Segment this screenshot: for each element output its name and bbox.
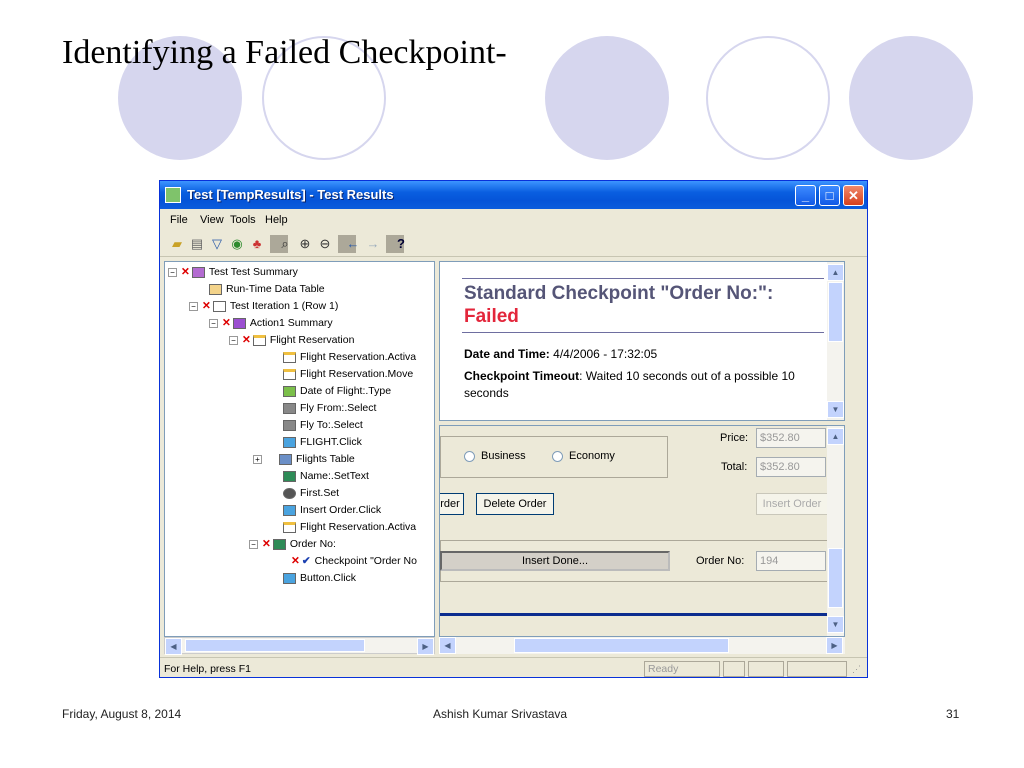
tree-item-label: Date of Flight:.Type: [300, 385, 392, 397]
button-icon: [283, 573, 296, 584]
decor-circle: [849, 36, 973, 160]
tree-item[interactable]: [283, 519, 416, 536]
edit-icon: [273, 539, 286, 550]
collapse-icon[interactable]: −: [229, 336, 238, 345]
tree-item-label: Test Test Summary: [208, 266, 298, 278]
scroll-up-icon[interactable]: ▲: [827, 428, 844, 445]
status-progress: Insert Done...: [440, 551, 670, 571]
scroll-right-icon[interactable]: ▶: [417, 638, 434, 655]
button-icon: [283, 437, 296, 448]
date-time-line: [464, 347, 657, 361]
date-label: Date and Time:: [464, 347, 550, 361]
open-icon[interactable]: ▰: [172, 236, 182, 251]
status-help-text: For Help, press F1: [164, 663, 251, 675]
tree-item-label: Insert Order.Click: [300, 504, 382, 516]
scroll-thumb[interactable]: [185, 639, 365, 652]
business-label: Business: [481, 450, 526, 462]
tree-item[interactable]: [283, 417, 363, 434]
timeout-label: Checkpoint Timeout: [464, 369, 580, 383]
price-field[interactable]: $352.80: [756, 428, 826, 448]
detail-vertical-scrollbar[interactable]: [827, 262, 844, 420]
status-cell: [787, 661, 847, 677]
statusbar: [160, 657, 867, 678]
business-radio[interactable]: [464, 450, 526, 462]
radio-icon: [283, 488, 296, 499]
scroll-right-icon[interactable]: ▶: [826, 637, 843, 654]
checkpoint-details-pane: [439, 261, 845, 421]
minimize-button[interactable]: _: [795, 185, 816, 206]
status-cell: [723, 661, 745, 677]
tree-item-label: Flight Reservation: [269, 334, 355, 346]
tree-item[interactable]: [283, 468, 369, 485]
tree-item-label: Checkpoint "Order No: [314, 555, 417, 567]
tree-item[interactable]: [209, 281, 325, 298]
decor-ring: [706, 36, 830, 160]
tree-item-label: Flights Table: [296, 453, 355, 465]
button-icon: [283, 505, 296, 516]
app-icon: [165, 187, 181, 203]
radio-icon: [552, 451, 563, 462]
tree-item[interactable]: [283, 570, 356, 587]
menu-file[interactable]: File: [170, 214, 188, 226]
print-icon[interactable]: ▤: [190, 236, 204, 251]
tree-item[interactable]: [209, 315, 333, 332]
scroll-left-icon[interactable]: ◀: [165, 638, 182, 655]
checkpoint-name: Standard Checkpoint "Order No:":: [464, 283, 774, 304]
menubar: [160, 209, 867, 231]
tree-item-label: Button.Click: [300, 572, 357, 584]
scroll-down-icon[interactable]: ▼: [827, 616, 844, 633]
tree-item[interactable]: [283, 434, 362, 451]
table-icon: [279, 454, 292, 465]
failed-x-icon: ✕: [262, 538, 271, 550]
window-icon: [253, 335, 266, 346]
slide-title: Identifying a Failed Checkpoint-: [62, 34, 507, 71]
page-number: 31: [946, 707, 960, 721]
close-button[interactable]: ✕: [843, 185, 864, 206]
tree-item[interactable]: [283, 366, 413, 383]
menu-help[interactable]: Help: [265, 214, 288, 226]
failed-x-icon: ✕: [202, 300, 211, 312]
scroll-left-icon[interactable]: ◀: [439, 637, 456, 654]
menu-tools[interactable]: Tools: [230, 214, 256, 226]
filter-icon[interactable]: ▽: [212, 236, 222, 251]
combobox-icon: [283, 403, 296, 414]
tree-item[interactable]: [283, 383, 391, 400]
tree-item-label: Fly To:.Select: [300, 419, 363, 431]
date-value: 4/4/2006 - 17:32:05: [549, 347, 658, 361]
tree-item-label: Test Iteration 1 (Row 1): [229, 300, 339, 312]
tree-item-label: Fly From:.Select: [300, 402, 377, 414]
status-cell: [748, 661, 784, 677]
decor-circle: [545, 36, 669, 160]
zoom-icon[interactable]: ⌕: [281, 236, 289, 251]
menu-view[interactable]: View: [200, 214, 224, 226]
partial-order-button[interactable]: rder: [439, 493, 464, 515]
tree-item-selected[interactable]: [291, 553, 417, 570]
divider: [462, 332, 824, 333]
tree-item-label: FLIGHT.Click: [300, 436, 362, 448]
checkpoint-status: Failed: [464, 306, 519, 327]
checkpoint-heading: [464, 282, 824, 328]
tree-item-label: Flight Reservation.Activa: [300, 351, 417, 363]
footer-date: Friday, August 8, 2014: [62, 707, 182, 721]
radio-icon: [464, 451, 475, 462]
object-icon: [283, 386, 296, 397]
summary-icon: [192, 267, 205, 278]
scroll-up-icon[interactable]: ▲: [827, 264, 844, 281]
tree-item[interactable]: [283, 400, 376, 417]
order-no-label: Order No:: [696, 555, 745, 567]
window-icon: [283, 522, 296, 533]
footer-author: Ashish Kumar Srivastava: [433, 707, 568, 721]
forward-arrow-icon[interactable]: →: [366, 236, 380, 251]
iteration-icon: [213, 301, 226, 312]
tree-item-label: Order No:: [289, 538, 336, 550]
tree-item[interactable]: [229, 332, 354, 349]
back-arrow-icon[interactable]: ←: [346, 236, 360, 251]
order-no-field[interactable]: 194: [756, 551, 826, 571]
tree-item[interactable]: [168, 264, 298, 281]
delete-order-button[interactable]: Delete Order: [476, 493, 554, 515]
resize-grip-icon[interactable]: ⋰: [852, 664, 861, 674]
price-label: Price:: [720, 432, 749, 444]
tree-item[interactable]: [253, 451, 355, 468]
help-icon[interactable]: ?: [397, 236, 405, 251]
timeout-line: [464, 368, 824, 402]
failed-x-icon: ✕: [291, 555, 300, 567]
tree-item[interactable]: [283, 502, 381, 519]
app-horizontal-scrollbar[interactable]: [439, 637, 845, 654]
collapse-icon[interactable]: −: [209, 319, 218, 328]
collapse-icon[interactable]: −: [189, 302, 198, 311]
action-icon: [233, 318, 246, 329]
status-ready: Ready: [644, 661, 720, 677]
window-icon: [283, 369, 296, 380]
scroll-down-icon[interactable]: ▼: [827, 401, 844, 418]
collapse-icon[interactable]: −: [249, 540, 258, 549]
expand-icon[interactable]: +: [253, 455, 262, 464]
person-icon[interactable]: ♣: [252, 236, 262, 251]
tree-item-label: Flight Reservation.Move: [300, 368, 414, 380]
tree-item[interactable]: [283, 349, 416, 366]
app-vertical-scrollbar[interactable]: [827, 426, 844, 636]
results-tree: [164, 261, 435, 637]
window-icon: [283, 352, 296, 363]
failed-x-icon: ✕: [181, 266, 190, 278]
zoom-in-icon[interactable]: ⊕: [299, 236, 311, 251]
tree-item-label: Name:.SetText: [300, 470, 369, 482]
total-field[interactable]: $352.80: [756, 457, 826, 477]
economy-radio[interactable]: [552, 450, 615, 462]
zoom-out-icon[interactable]: ⊖: [319, 236, 331, 251]
divider: [462, 278, 824, 279]
total-label: Total:: [721, 461, 748, 473]
window-titlebar[interactable]: [160, 181, 867, 209]
timeout-value: : Waited 10 seconds out of a possible 10 seconds: [464, 369, 795, 400]
economy-label: Economy: [569, 450, 615, 462]
application-snapshot-pane: [439, 425, 845, 637]
tree-item-label: Action1 Summary: [249, 317, 333, 329]
tree-horizontal-scrollbar[interactable]: [164, 637, 435, 654]
table-icon: [209, 284, 222, 295]
scroll-thumb[interactable]: [828, 548, 843, 608]
insert-order-button[interactable]: Insert Order: [756, 493, 828, 515]
tree-item-label: Run-Time Data Table: [226, 283, 325, 295]
maximize-button[interactable]: □: [819, 185, 840, 206]
tree-item-label: Flight Reservation.Activa: [300, 521, 417, 533]
tree-item[interactable]: [249, 536, 336, 553]
combobox-icon: [283, 420, 296, 431]
scroll-thumb[interactable]: [828, 282, 843, 342]
edit-icon: [283, 471, 296, 482]
collapse-icon[interactable]: −: [168, 268, 177, 277]
blue-separator: [440, 613, 842, 616]
failed-x-icon: ✕: [222, 317, 231, 329]
tree-item[interactable]: [189, 298, 338, 315]
tree-item[interactable]: [283, 485, 339, 502]
checkmark-icon: ✔: [301, 555, 311, 567]
failed-x-icon: ✕: [242, 334, 251, 346]
toolbar: [160, 231, 867, 257]
test-results-window: [159, 180, 868, 678]
window-title: Test [TempResults] - Test Results: [187, 187, 394, 202]
scroll-thumb[interactable]: [514, 638, 729, 653]
tree-item-label: First.Set: [300, 487, 340, 499]
find-icon[interactable]: ◉: [231, 236, 243, 251]
